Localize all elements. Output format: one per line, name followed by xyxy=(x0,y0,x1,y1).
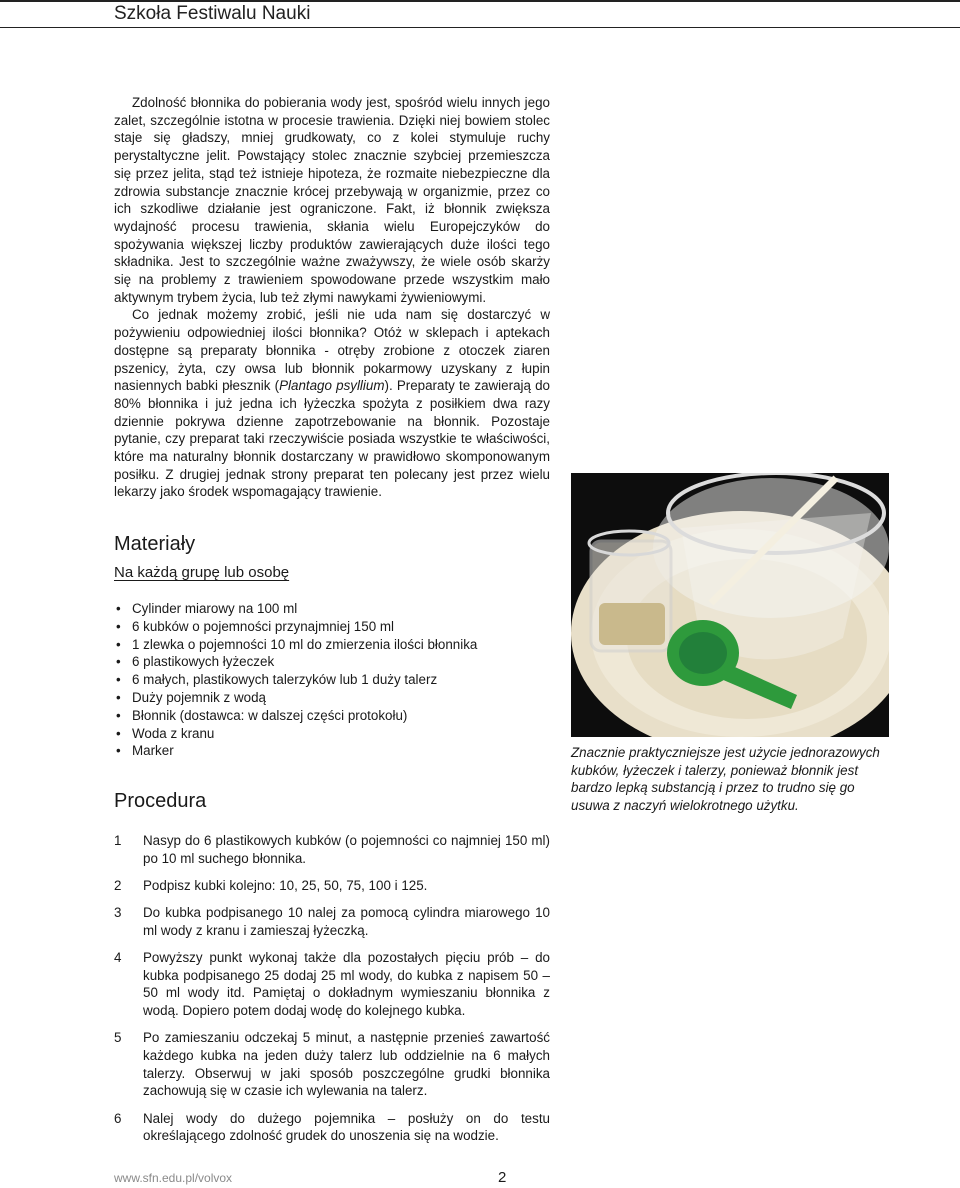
experiment-photo xyxy=(571,473,889,737)
step-text: Nalej wody do dużego pojemnika – posłuży on do testu określającego zdolność grudek do unoszenia się na wodzie. xyxy=(143,1110,550,1144)
footer-url: www.sfn.edu.pl/volvox xyxy=(114,1171,233,1185)
procedure-step xyxy=(114,949,550,1020)
page-header xyxy=(0,0,960,28)
step-number: 3 xyxy=(114,905,122,921)
intro-paragraph-2-start: Co jednak możemy zrobić, jeśli nie uda nam się dostarczyć w pożywieniu odpowiedniej ilości błonnika? Otóż w sklepach i aptekach dostępne są preparaty błonnika - otręby zrobione z otoczek ziaren pszenicy, żyta, czy owsa lub błonnik pokarmowy uzyskany z łupin nasiennych babki płesznik ( xyxy=(114,307,550,394)
photo-caption: Znacznie praktyczniejsze jest użycie jednorazowych kubków, łyżeczek i talerzy, ponieważ błonnik jest bardzo lepką substancją i przez to trudno się go usuwa z naczyń wielokrotnego użytku. xyxy=(571,745,880,814)
intro-text xyxy=(114,94,550,501)
materials-list xyxy=(114,600,554,760)
step-text: Powyższy punkt wykonaj także dla pozostałych pięciu prób – do kubka podpisanego 25 dodaj 25 ml wody, do kubka z napisem 50 – 50 ml wody itd. Pamiętaj o dokładnym wymieszaniu błonnika z wodą. Dopiero potem dodaj wodę do kolejnego kubka. xyxy=(143,950,550,1019)
list-item: • 6 plastikowych łyżeczek xyxy=(114,653,554,671)
step-text: Do kubka podpisanego 10 nalej za pomocą cylindra miarowego 10 ml wody z kranu i zamieszaj łyżeczką. xyxy=(143,905,550,938)
intro-paragraph-2 xyxy=(114,306,550,501)
page-number: 2 xyxy=(498,1169,507,1186)
step-text: Podpisz kubki kolejno: 10, 25, 50, 75, 100 i 125. xyxy=(143,877,428,893)
procedure-step xyxy=(114,832,550,867)
step-number: 2 xyxy=(114,877,122,893)
materials-subheading: Na każdą grupę lub osobę xyxy=(114,564,290,581)
list-item: • 1 zlewka o pojemności 10 ml do zmierzenia ilości błonnika xyxy=(114,636,554,654)
step-number: 4 xyxy=(114,950,122,966)
list-item: • Woda z kranu xyxy=(114,725,554,743)
procedure-step xyxy=(114,1110,550,1145)
header-title: Szkoła Festiwalu Nauki xyxy=(114,3,311,24)
intro-paragraph-2-end: ). Preparaty te zawierają do 80% błonnika i już jedna ich łyżeczka spożyta z posiłkiem dwa razy dziennie pokrywa dzienne zapotrzebowanie na błonnik. Pozostaje pytanie, czy preparat taki rzeczywiście posiada wszystkie te właściwości, które ma naturalny błonnik dostarczany w prawidłowo skomponowanym posiłku. Z drugiej jednak strony preparat ten polecany jest przez wielu lekarzy jako środek wspomagający trawienie. xyxy=(114,378,550,500)
procedure-step xyxy=(114,1029,550,1100)
list-item: • Błonnik (dostawca: w dalszej części protokołu) xyxy=(114,707,554,725)
list-item: • Cylinder miarowy na 100 ml xyxy=(114,600,554,618)
step-text: Po zamieszaniu odczekaj 5 minut, a następnie przenieś zawartość każdego kubka na jeden duży talerz lub oddzielnie na 6 małych talerzy. Obserwuj w jaki sposób poszczególne grudki błonnika zachowują się w czasie ich wylewania na talerz. xyxy=(143,1030,550,1099)
procedure-heading: Procedura xyxy=(114,790,207,812)
materials-heading: Materiały xyxy=(114,533,196,555)
list-item: • Duży pojemnik z wodą xyxy=(114,689,554,707)
procedure-step xyxy=(114,877,550,895)
step-number: 5 xyxy=(114,1030,122,1046)
step-number: 6 xyxy=(114,1110,122,1126)
procedure-step xyxy=(114,904,550,939)
step-text: Nasyp do 6 plastikowych kubków (o pojemności co najmniej 150 ml) po 10 ml suchego błonnika. xyxy=(143,833,550,866)
photo-illustration xyxy=(571,473,889,737)
list-item: • Marker xyxy=(114,742,554,760)
list-item: • 6 małych, plastikowych talerzyków lub 1 duży talerz xyxy=(114,671,554,689)
species-name: Plantago psyllium xyxy=(279,378,385,394)
intro-paragraph-1: Zdolność błonnika do pobierania wody jest, spośród wielu innych jego zalet, szczególnie istotna w procesie trawienia. Dzięki niej bowiem stolec staje się gładszy, mniej grudkowaty, co z kolei stymuluje ruchy perystaltyczne jelit. Powstający stolec znacznie szybciej przemieszcza się przez jelita, stąd też istnieje hipoteza, że rozmaite niebezpieczne dla zdrowia substancje znacznie krócej przebywają w organizmie, przez co ich szkodliwe działanie jest ograniczone. Fakt, iż błonnik zwiększa wydajność procesu trawienia, skłania wielu Europejczyków do spożywania większej liczby produktów zawierających duże ilości tego składnika. Jest to szczególnie ważne zważywszy, że wiele osób skarży się na problemy z trawieniem spowodowane przede wszystkim mało aktywnym trybem życia, lub też złymi nawykami żywieniowymi. xyxy=(114,95,550,305)
step-number: 1 xyxy=(114,833,122,848)
procedure-steps xyxy=(114,832,550,1155)
list-item: • 6 kubków o pojemności przynajmniej 150 ml xyxy=(114,618,554,636)
